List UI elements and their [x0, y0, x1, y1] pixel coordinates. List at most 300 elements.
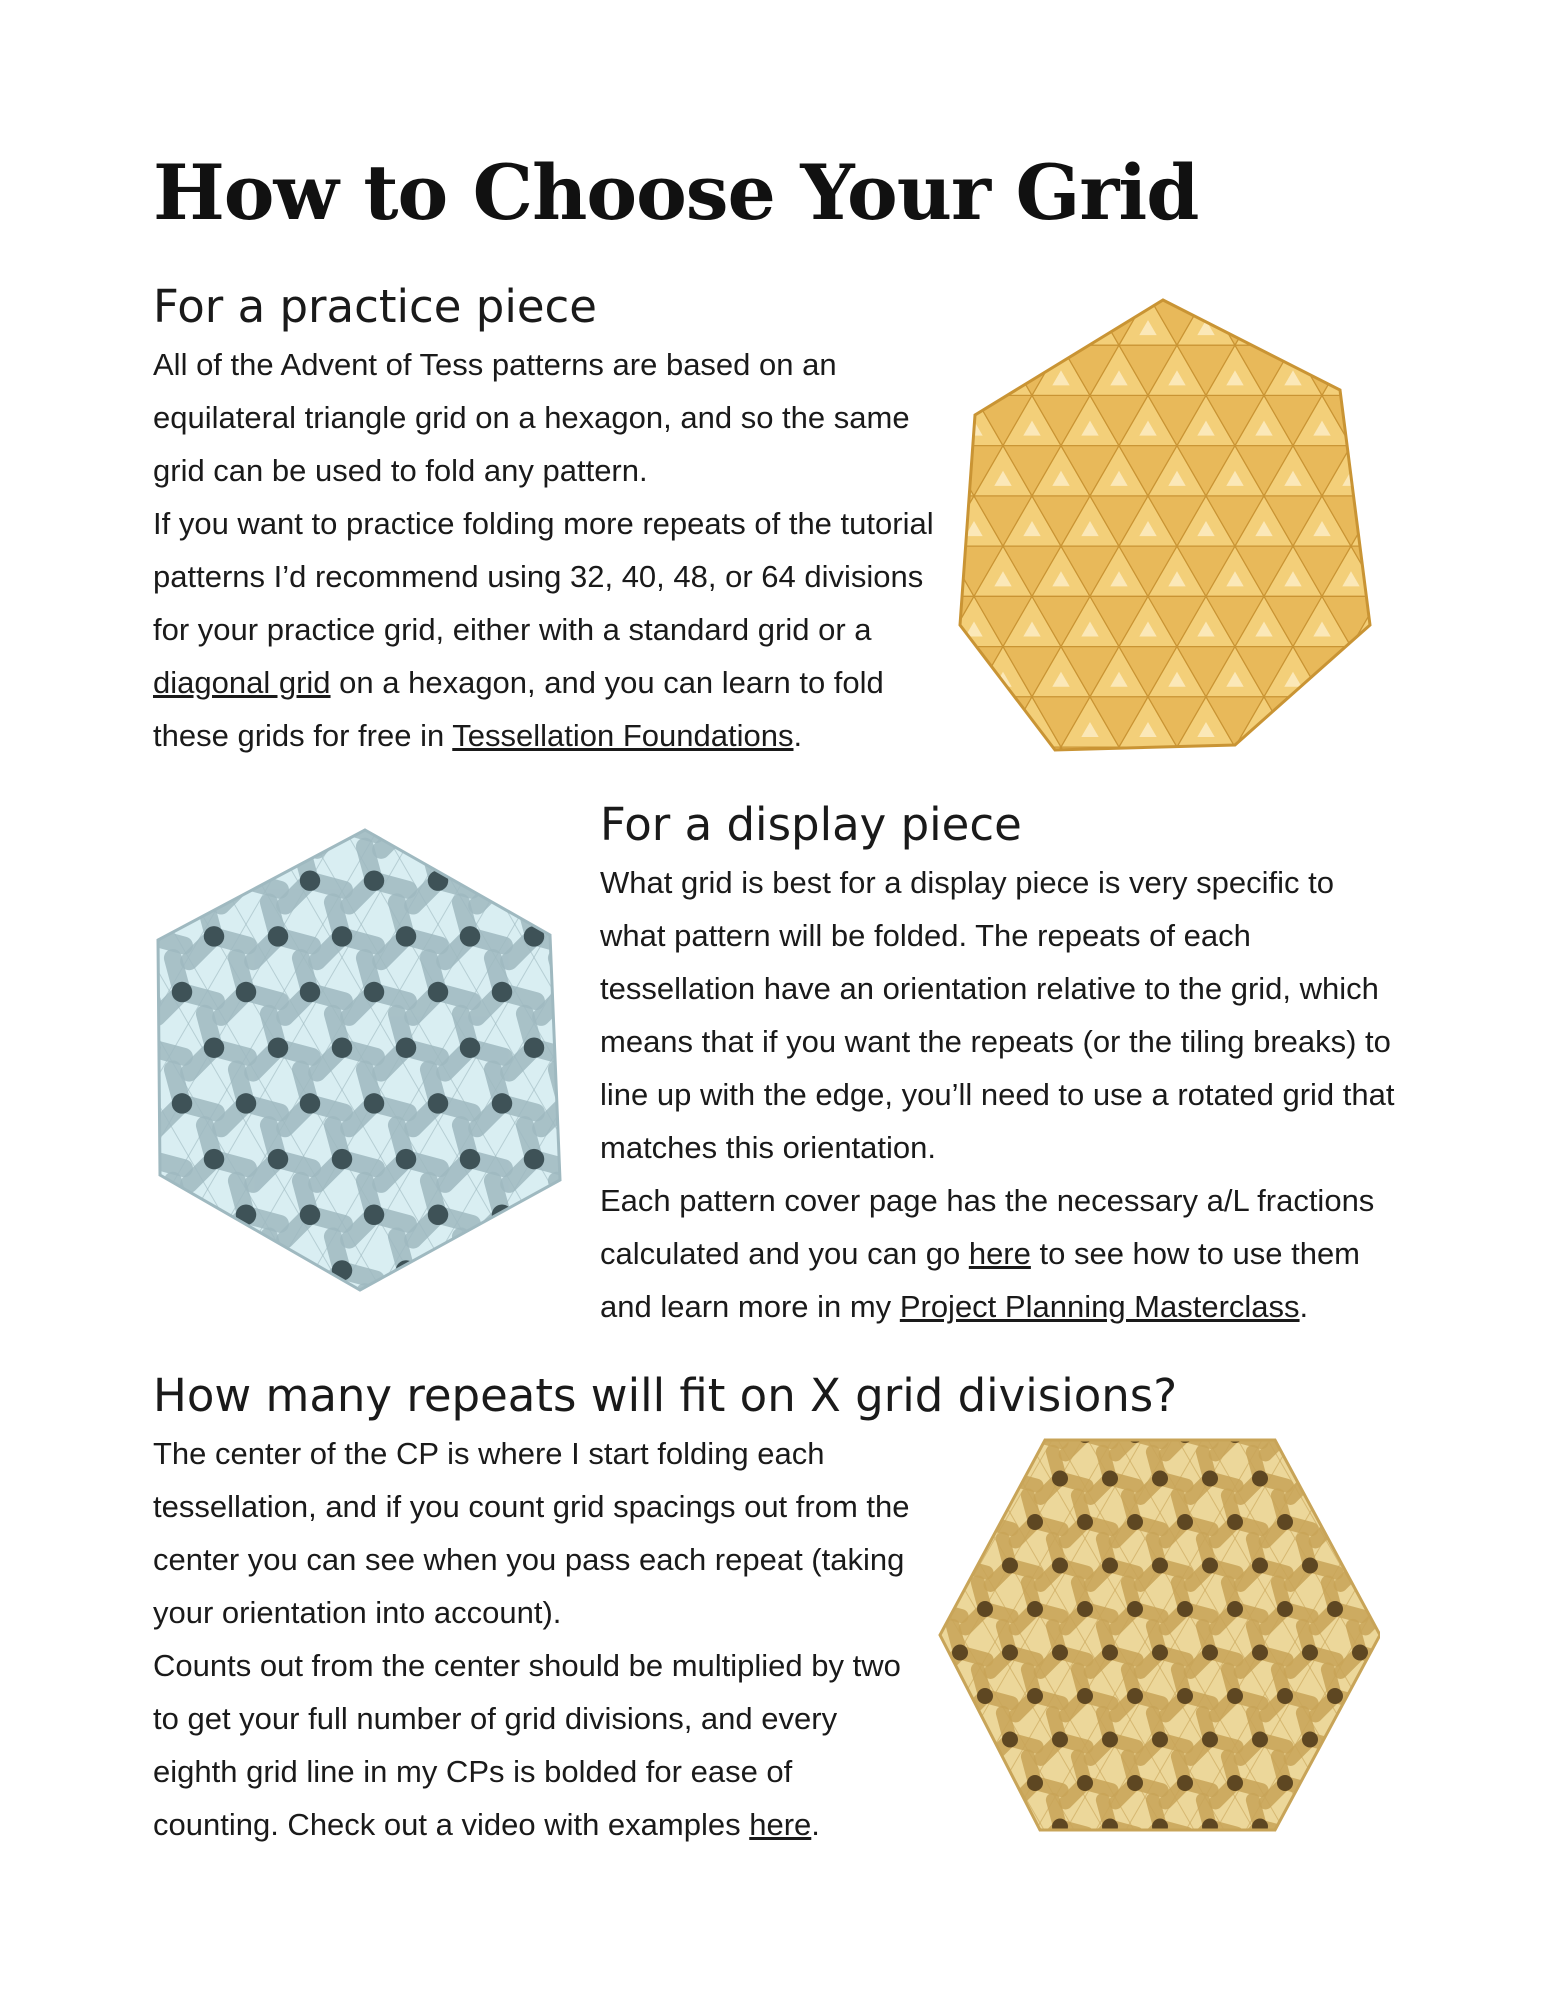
triangle-hole	[1371, 621, 1380, 636]
pleat	[935, 1740, 937, 1747]
twist-center	[1277, 1688, 1293, 1704]
grid-line	[569, 825, 570, 1295]
triangle-hole	[965, 320, 982, 335]
twist-center	[1277, 1435, 1293, 1443]
pleat	[541, 1215, 566, 1240]
twist-center	[1052, 1645, 1068, 1661]
pleat	[150, 1103, 152, 1112]
triangle-facet	[1351, 647, 1380, 697]
pleat	[566, 1215, 570, 1224]
twist-center	[1152, 1732, 1168, 1748]
twist-center	[1202, 1819, 1218, 1835]
project-planning-masterclass-link[interactable]: Project Planning Masterclass	[899, 1289, 1300, 1324]
paragraph	[153, 1639, 913, 1851]
twist-center	[460, 1037, 480, 1057]
twist-center	[396, 926, 416, 946]
diagonal-grid-link[interactable]: diagonal grid	[153, 665, 331, 700]
twist-center	[460, 825, 480, 835]
twist-center	[492, 870, 512, 890]
pleat	[1316, 1783, 1335, 1802]
pleat	[991, 1827, 1010, 1836]
twist-center	[1177, 1688, 1193, 1704]
twist-center	[1377, 1601, 1380, 1617]
pleat	[978, 1495, 985, 1522]
twist-center	[556, 1205, 570, 1225]
triangle-facet	[1351, 697, 1380, 747]
twist-center	[300, 870, 320, 890]
twist-center	[332, 1149, 352, 1169]
tessellation-pattern	[945, 295, 1380, 755]
twist-center	[1377, 1514, 1380, 1530]
pleat	[1003, 1452, 1010, 1479]
pleat	[534, 1270, 568, 1279]
twist-center	[524, 825, 544, 835]
twist-center	[1177, 1601, 1193, 1617]
twist-center	[556, 870, 570, 890]
triangle-facet	[945, 345, 1003, 395]
twist-center	[1027, 1775, 1043, 1791]
pleat	[1360, 1740, 1380, 1747]
twist-center	[1227, 1775, 1243, 1791]
twist-center	[172, 1093, 192, 1113]
paragraph	[153, 1427, 913, 1639]
pleat	[470, 825, 504, 834]
pleat	[214, 825, 248, 834]
section-body-practice	[153, 338, 953, 762]
blue-tessellation-image	[150, 825, 570, 1295]
pleat	[1360, 1827, 1380, 1834]
pleat	[1341, 1479, 1360, 1498]
triangle-facet	[1264, 747, 1322, 755]
pleat	[953, 1539, 960, 1566]
twist-center	[1227, 1688, 1243, 1704]
twist-center	[364, 1093, 384, 1113]
pleat	[941, 1827, 960, 1836]
pleat	[1378, 1669, 1380, 1696]
triangle-hole	[1371, 421, 1380, 436]
pleat	[991, 1479, 1010, 1498]
pleat	[960, 1827, 987, 1834]
twist-center	[977, 1601, 993, 1617]
pleat	[541, 881, 566, 906]
triangle-facet	[1322, 697, 1380, 747]
twist-center	[1302, 1732, 1318, 1748]
twist-center	[204, 926, 224, 946]
paragraph-text: What grid is best for a display piece is very specific to what pattern will be folded. The repeats of each tessellation have an orientation relative to the grid, which means that if you want the repeats (or the tiling breaks) to line up with the edge, you’ll need to use a rotated grid that matches this orientation.	[600, 865, 1395, 1165]
triangle-hole	[1313, 320, 1330, 335]
triangle-facet	[1264, 295, 1322, 345]
twist-center	[1352, 1819, 1368, 1835]
triangle-facet	[945, 747, 1003, 755]
yellow-tessellation-image	[945, 295, 1380, 755]
twist-center	[1202, 1732, 1218, 1748]
pleat	[1328, 1495, 1335, 1522]
paragraph	[600, 856, 1400, 1174]
pleat	[1353, 1800, 1360, 1827]
triangle-facet	[1293, 295, 1351, 345]
triangle-facet	[1351, 747, 1380, 755]
pleat	[566, 1103, 570, 1112]
pleat	[935, 1653, 937, 1660]
pleat	[150, 936, 184, 945]
triangle-hole	[945, 672, 954, 687]
pleat	[941, 1740, 960, 1759]
pleat	[953, 1713, 960, 1740]
triangle-facet	[1322, 345, 1380, 395]
twist-center	[1002, 1558, 1018, 1574]
paragraph-text: to see how to use them and learn more in my	[600, 1236, 1361, 1324]
pleat	[1378, 1756, 1380, 1783]
page-title: How to Choose Your Grid	[153, 148, 1199, 237]
twist-center	[952, 1645, 968, 1661]
twist-center	[1002, 1645, 1018, 1661]
pleat	[461, 1236, 470, 1270]
pleat	[1360, 1566, 1380, 1573]
twist-center	[204, 825, 224, 835]
pleat	[237, 847, 246, 881]
pleat	[429, 1292, 438, 1295]
pleat	[1366, 1435, 1380, 1454]
pleat	[1366, 1783, 1380, 1802]
twist-center	[952, 1732, 968, 1748]
pleat	[1016, 1435, 1035, 1454]
twist-center	[236, 1093, 256, 1113]
twist-center	[1302, 1558, 1318, 1574]
twist-center	[1127, 1514, 1143, 1530]
twist-center	[935, 1775, 943, 1791]
triangle-facet	[1351, 395, 1380, 445]
twist-center	[1377, 1775, 1380, 1791]
twist-center	[1377, 1688, 1380, 1704]
pleat	[1303, 1800, 1310, 1827]
twist-center	[428, 870, 448, 890]
pleat	[301, 1292, 310, 1295]
pleat	[1360, 1479, 1380, 1486]
twist-center	[1302, 1645, 1318, 1661]
twist-center	[364, 982, 384, 1002]
twist-center	[332, 926, 352, 946]
twist-center	[1127, 1688, 1143, 1704]
twist-center	[300, 1205, 320, 1225]
twist-center	[1002, 1819, 1018, 1835]
twist-center	[1002, 1732, 1018, 1748]
pleat	[953, 1800, 960, 1827]
twist-center	[1202, 1471, 1218, 1487]
twist-center	[556, 982, 570, 1002]
pleat	[1341, 1740, 1360, 1759]
pleat	[1316, 1435, 1335, 1454]
pleat	[150, 1270, 184, 1279]
pleat	[502, 1215, 536, 1224]
pleat	[985, 1435, 1012, 1442]
twist-center	[428, 1093, 448, 1113]
pleat	[150, 1159, 184, 1168]
section-body-display	[600, 856, 1400, 1333]
pleat	[445, 1270, 470, 1295]
pleat	[935, 1609, 962, 1616]
twist-center	[1252, 1819, 1268, 1835]
twist-center	[268, 825, 288, 835]
triangle-hole	[965, 722, 982, 737]
pleat	[1366, 1696, 1380, 1715]
pleat	[1335, 1522, 1362, 1529]
triangle-facet	[945, 295, 974, 345]
pleat	[189, 1270, 214, 1295]
pleat	[966, 1435, 985, 1454]
twist-center	[1252, 1471, 1268, 1487]
pleat	[935, 1827, 937, 1834]
pleat	[935, 1783, 962, 1790]
pleat	[953, 1452, 960, 1479]
section-heading-repeats: How many repeats will fit on X grid divisions?	[153, 1369, 1178, 1422]
twist-center	[1102, 1732, 1118, 1748]
triangle-facet	[1351, 295, 1380, 345]
twist-center	[332, 1037, 352, 1057]
twist-center	[952, 1819, 968, 1835]
pleat	[960, 1479, 987, 1486]
section-heading-display: For a display piece	[600, 798, 1022, 851]
pleat	[1353, 1713, 1360, 1740]
pleat	[470, 1270, 504, 1279]
pleat	[935, 1566, 937, 1573]
triangle-hole	[945, 471, 954, 486]
twist-center	[977, 1688, 993, 1704]
pleat	[960, 1740, 987, 1747]
triangle-hole	[994, 370, 1011, 385]
pleat	[150, 1048, 184, 1057]
paragraph	[153, 338, 953, 497]
twist-center	[460, 1149, 480, 1169]
twist-center	[935, 1688, 943, 1704]
twist-center	[524, 1037, 544, 1057]
twist-center	[492, 1093, 512, 1113]
twist-center	[952, 1471, 968, 1487]
twist-center	[172, 982, 192, 1002]
triangle-facet	[1003, 295, 1061, 345]
paragraph-text: .	[1299, 1289, 1309, 1324]
twist-center	[1027, 1688, 1043, 1704]
pleat	[978, 1756, 985, 1783]
section-heading-practice: For a practice piece	[153, 280, 597, 333]
triangle-facet	[974, 345, 1032, 395]
twist-center	[1052, 1558, 1068, 1574]
pleat	[941, 1479, 960, 1498]
pleat	[1335, 1783, 1362, 1790]
pleat	[1003, 1800, 1010, 1827]
twist-center	[524, 1260, 544, 1280]
triangle-facet	[945, 647, 974, 697]
pleat	[150, 881, 152, 890]
video-here-link[interactable]: here	[749, 1807, 812, 1842]
twist-center	[1327, 1601, 1343, 1617]
twist-center	[1027, 1514, 1043, 1530]
triangle-facet	[1293, 697, 1351, 747]
twist-center	[1302, 1819, 1318, 1835]
pleat	[214, 1270, 248, 1279]
pleat	[509, 1270, 534, 1295]
pleat	[150, 825, 184, 834]
triangle-facet	[945, 295, 1003, 345]
triangle-hole	[1342, 672, 1359, 687]
triangle-facet	[1322, 747, 1380, 755]
triangle-hole	[1371, 320, 1380, 335]
twist-center	[396, 825, 416, 835]
twist-center	[935, 1514, 943, 1530]
twist-center	[150, 1260, 160, 1280]
twist-center	[1102, 1645, 1118, 1661]
pleat	[157, 881, 182, 906]
twist-center	[1202, 1558, 1218, 1574]
twist-center	[1077, 1514, 1093, 1530]
twist-center	[364, 1205, 384, 1225]
twist-center	[268, 1149, 288, 1169]
paragraph-text: The center of the CP is where I start folding each tessellation, and if you count grid spacings out from the center you can see when you pass each repeat (taking your orientation into account).	[153, 1436, 910, 1630]
twist-center	[1102, 1558, 1118, 1574]
twist-center	[1052, 1819, 1068, 1835]
twist-center	[1177, 1514, 1193, 1530]
pleat	[253, 825, 278, 850]
twist-center	[396, 1149, 416, 1169]
pleat	[1310, 1479, 1337, 1486]
pleat	[1310, 1827, 1337, 1834]
twist-center	[332, 1260, 352, 1280]
pleat	[1291, 1827, 1310, 1836]
pleat	[189, 825, 214, 850]
twist-center	[1327, 1514, 1343, 1530]
pleat	[1303, 1452, 1310, 1479]
pleat	[493, 847, 502, 881]
paragraph-text: If you want to practice folding more repeats of the tutorial patterns I’d recommend using 32, 40, 48, or 64 divisions for your practice grid, either with a standard grid or a	[153, 506, 934, 647]
pleat	[935, 1522, 962, 1529]
triangle-facet	[1351, 345, 1380, 395]
twist-center	[1077, 1601, 1093, 1617]
pleat	[278, 825, 312, 834]
pleat	[278, 1270, 312, 1279]
twist-center	[1352, 1645, 1368, 1661]
twist-center	[1227, 1601, 1243, 1617]
twist-center	[1252, 1732, 1268, 1748]
twist-center	[977, 1775, 993, 1791]
pleat	[966, 1783, 985, 1802]
twist-center	[1077, 1688, 1093, 1704]
pleat	[157, 1215, 182, 1240]
pleat	[525, 1236, 534, 1270]
twist-center	[1327, 1775, 1343, 1791]
twist-center	[935, 1435, 943, 1443]
twist-center	[1327, 1435, 1343, 1443]
paragraph-text: .	[811, 1807, 820, 1842]
twist-center	[172, 870, 192, 890]
pleat	[1341, 1827, 1360, 1836]
paragraph	[600, 1174, 1400, 1333]
pleat	[1335, 1435, 1362, 1442]
triangle-hole	[1371, 521, 1380, 536]
triangle-facet	[945, 697, 974, 747]
twist-center	[524, 1149, 544, 1169]
pleat	[941, 1566, 960, 1585]
here-link[interactable]: here	[968, 1236, 1031, 1271]
pleat	[406, 1270, 440, 1279]
triangle-facet	[1293, 747, 1351, 755]
gold-tessellation-image	[935, 1435, 1380, 1835]
triangle-hole	[945, 571, 954, 586]
pleat	[502, 881, 536, 890]
pleat	[557, 1181, 566, 1215]
pleat	[1010, 1827, 1037, 1834]
pleat	[935, 1696, 962, 1703]
tessellation-foundations-link[interactable]: Tessellation Foundations	[452, 718, 794, 753]
twist-center	[460, 926, 480, 946]
pleat	[205, 1236, 214, 1270]
paragraph-text: .	[793, 718, 803, 753]
pleat	[557, 1069, 566, 1103]
twist-center	[1252, 1645, 1268, 1661]
triangle-facet	[1032, 295, 1090, 345]
pleat	[557, 1292, 566, 1295]
twist-center	[428, 1205, 448, 1225]
pleat	[445, 825, 470, 850]
pleat	[966, 1522, 985, 1541]
twist-center	[1102, 1819, 1118, 1835]
twist-center	[396, 1037, 416, 1057]
triangle-facet	[945, 395, 974, 445]
pleat	[182, 881, 216, 890]
twist-center	[1202, 1645, 1218, 1661]
twist-center	[172, 1205, 192, 1225]
twist-center	[492, 982, 512, 1002]
twist-center	[1127, 1775, 1143, 1791]
twist-center	[268, 1260, 288, 1280]
twist-center	[977, 1514, 993, 1530]
twist-center	[204, 1037, 224, 1057]
pleat	[557, 958, 566, 992]
triangle-hole	[1342, 370, 1359, 385]
pleat	[1285, 1435, 1312, 1442]
triangle-facet	[1206, 747, 1264, 755]
pleat	[182, 1215, 216, 1224]
pleat	[150, 992, 152, 1001]
paragraph-text: on a hexagon, and you can learn to fold these grids for free in	[153, 665, 884, 753]
triangle-facet	[1264, 697, 1322, 747]
twist-center	[1002, 1471, 1018, 1487]
twist-center	[204, 1149, 224, 1169]
triangle-facet	[974, 747, 1032, 755]
twist-center	[1027, 1435, 1043, 1443]
pleat	[173, 847, 182, 881]
paragraph-text: Counts out from the center should be multiplied by two to get your full number of grid divisions, and every eighth grid line in my CPs is bolded for ease of counting. Check out a video with examples	[153, 1648, 901, 1842]
pleat	[557, 847, 566, 881]
paragraph-text: Each pattern cover page has the necessary a/L fractions calculated and you can go	[600, 1183, 1375, 1271]
twist-center	[1352, 1471, 1368, 1487]
pleat	[935, 1435, 962, 1442]
twist-center	[1127, 1601, 1143, 1617]
pleat	[1378, 1582, 1380, 1609]
triangle-hole	[1255, 320, 1272, 335]
pleat	[493, 1292, 502, 1295]
twist-center	[1052, 1732, 1068, 1748]
twist-center	[1277, 1775, 1293, 1791]
twist-center	[364, 870, 384, 890]
triangle-facet	[1235, 747, 1293, 755]
twist-center	[1327, 1688, 1343, 1704]
twist-center	[460, 1260, 480, 1280]
twist-center	[1277, 1601, 1293, 1617]
twist-center	[1352, 1732, 1368, 1748]
triangle-hole	[945, 370, 954, 385]
pleat	[509, 825, 534, 850]
twist-center	[236, 982, 256, 1002]
twist-center	[1152, 1471, 1168, 1487]
